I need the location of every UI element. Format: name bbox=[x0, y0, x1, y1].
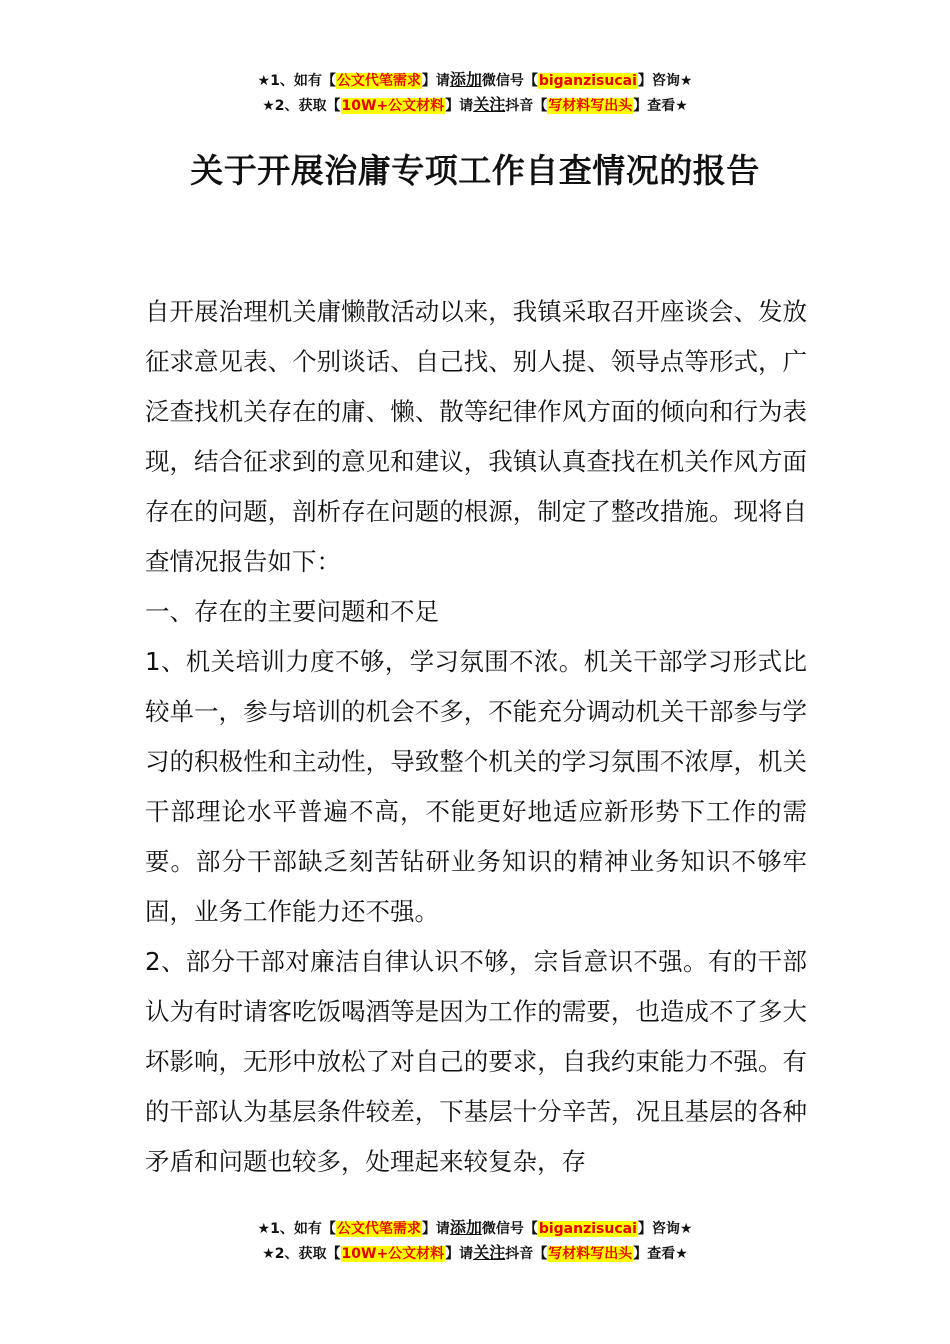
promo-highlight-wechat-id: biganzisucai bbox=[538, 1221, 637, 1237]
intro-paragraph: 自开展治理机关庸懒散活动以来，我镇采取召开座谈会、发放征求意见表、个别谈话、自己找、别人提、领导点等形式，广泛查找机关存在的庸、懒、散等纪律作风方面的倾向和行为表现，结合征求到的意见和建议，我镇认真查找在机关作风方面存在的问题，剖析存在问题的根源，制定了整改措施。现将自查情况报告如下： bbox=[145, 297, 807, 576]
promo-text: 】咨询★ bbox=[637, 73, 693, 89]
list-item: 2、部分干部对廉洁自律认识不够，宗旨意识不强。有的干部认为有时请客吃饭喝酒等是因为工作的需要，也造成不了多大坏影响，无形中放松了对自己的要求，自我约束能力不强。有的干部认为基层条件较差，下基层十分辛苦，况且基层的各种矛盾和问题也较多，处理起来较复杂，存 bbox=[145, 947, 807, 1176]
promo-emphasis: 添加 bbox=[449, 70, 482, 89]
promo-text: 抖音【 bbox=[505, 1246, 548, 1262]
promo-text: 】请 bbox=[421, 1221, 450, 1237]
star-icon: ★ bbox=[262, 98, 275, 114]
promo-text: 】请 bbox=[445, 98, 474, 114]
section-heading: 一、存在的主要问题和不足 bbox=[145, 597, 439, 626]
promo-highlight-douyin-id: 写材料写出头 bbox=[548, 98, 633, 114]
star-icon: ★ bbox=[257, 73, 271, 89]
promo-text: 抖音【 bbox=[505, 98, 548, 114]
promo-highlight-wechat-id: biganzisucai bbox=[538, 73, 637, 89]
promo-line-2 bbox=[0, 93, 950, 118]
promo-text: 微信号【 bbox=[481, 1221, 538, 1237]
promo-text: 】请 bbox=[445, 1246, 474, 1262]
document-body bbox=[145, 287, 807, 1187]
document-title: 关于开展治庸专项工作自查情况的报告 bbox=[190, 151, 760, 190]
promo-text: 2、获取【 bbox=[274, 98, 341, 114]
promo-highlight-douyin-id: 写材料写出头 bbox=[548, 1246, 633, 1262]
promo-text: 】查看★ bbox=[633, 98, 688, 114]
promo-text: 2、获取【 bbox=[274, 1246, 341, 1262]
promo-banner-bottom bbox=[0, 1216, 950, 1266]
promo-emphasis: 关注 bbox=[473, 95, 506, 114]
promo-line-2 bbox=[0, 1241, 950, 1266]
promo-line-1 bbox=[0, 68, 950, 93]
promo-text: 】请 bbox=[421, 73, 450, 89]
promo-emphasis: 添加 bbox=[449, 1218, 482, 1237]
promo-highlight: 公文代笔需求 bbox=[336, 1221, 421, 1237]
promo-emphasis: 关注 bbox=[473, 1243, 506, 1262]
promo-text: 1、如有【 bbox=[270, 73, 336, 89]
star-icon: ★ bbox=[262, 1246, 275, 1262]
promo-highlight: 10W+公文材料 bbox=[341, 98, 445, 114]
promo-text: 】查看★ bbox=[633, 1246, 688, 1262]
promo-highlight: 公文代笔需求 bbox=[336, 73, 421, 89]
promo-banner-top bbox=[0, 68, 950, 118]
promo-line-1 bbox=[0, 1216, 950, 1241]
star-icon: ★ bbox=[257, 1221, 271, 1237]
promo-text: 】咨询★ bbox=[637, 1221, 693, 1237]
promo-highlight: 10W+公文材料 bbox=[341, 1246, 445, 1262]
promo-text: 微信号【 bbox=[481, 73, 538, 89]
promo-text: 1、如有【 bbox=[270, 1221, 336, 1237]
list-item: 1、机关培训力度不够，学习氛围不浓。机关干部学习形式比较单一，参与培训的机会不多，不能充分调动机关干部参与学习的积极性和主动性，导致整个机关的学习氛围不浓厚，机关干部理论水平普遍不高，不能更好地适应新形势下工作的需要。部分干部缺乏刻苦钻研业务知识的精神业务知识不够牢固，业务工作能力还不强。 bbox=[145, 647, 807, 926]
